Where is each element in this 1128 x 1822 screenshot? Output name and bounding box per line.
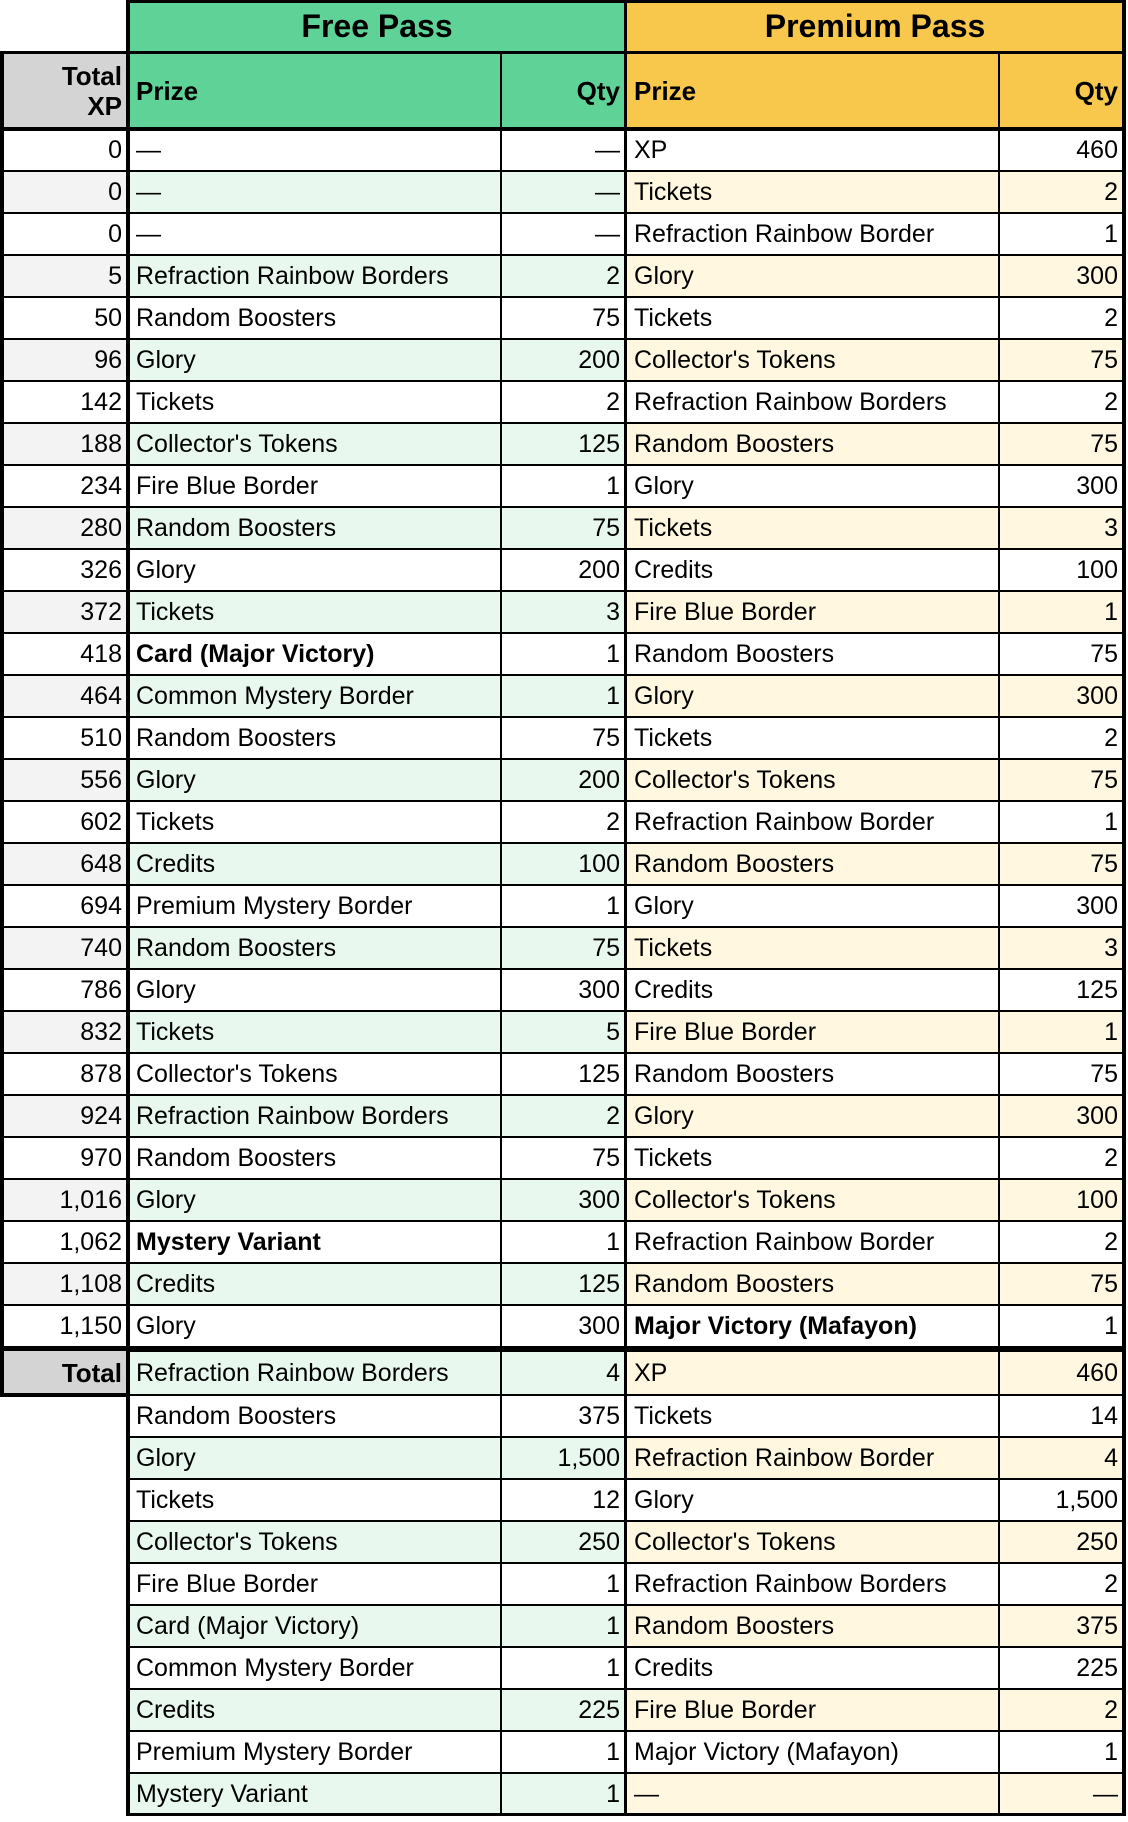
- total-free-qty-cell: 4: [501, 1351, 626, 1395]
- premium-qty-cell: 2: [999, 1137, 1124, 1179]
- xp-cell: 556: [0, 759, 128, 801]
- premium-prize-header: Prize: [626, 53, 999, 129]
- total-premium-prize-cell: Refraction Rainbow Border: [626, 1437, 999, 1479]
- free-qty-cell: 75: [501, 717, 626, 759]
- header-mid: [0, 51, 1124, 54]
- row-divider: [0, 1052, 1124, 1054]
- total-premium-prize-cell: Credits: [626, 1647, 999, 1689]
- xp-cell: 510: [0, 717, 128, 759]
- total-premium-qty-cell: 225: [999, 1647, 1124, 1689]
- free-prize-cell: Credits: [128, 1263, 501, 1305]
- row-divider: [0, 1010, 1124, 1012]
- total-free-qty-cell: 1: [501, 1563, 626, 1605]
- premium-prize-cell: Tickets: [626, 297, 999, 339]
- free-prize-cell: Fire Blue Border: [128, 465, 501, 507]
- xp-cell: 878: [0, 1053, 128, 1095]
- free-prize-cell: Mystery Variant: [128, 1221, 501, 1263]
- free-prize-cell: Tickets: [128, 381, 501, 423]
- total-premium-qty-cell: 460: [999, 1351, 1124, 1395]
- premium-qty-cell: 100: [999, 549, 1124, 591]
- free-prize-cell: Glory: [128, 339, 501, 381]
- total-free-qty-cell: 1,500: [501, 1437, 626, 1479]
- free-prize-cell: Glory: [128, 1179, 501, 1221]
- row-divider: [0, 632, 1124, 634]
- premium-prize-cell: Collector's Tokens: [626, 1179, 999, 1221]
- total-premium-qty-cell: 1,500: [999, 1479, 1124, 1521]
- row-divider: [0, 380, 1124, 382]
- total-free-prize-cell: Credits: [128, 1689, 501, 1731]
- premium-prize-cell: Glory: [626, 255, 999, 297]
- premium-prize-cell: Major Victory (Mafayon): [626, 1305, 999, 1347]
- free-qty-cell: —: [501, 129, 626, 171]
- xp-cell: 832: [0, 1011, 128, 1053]
- premium-qty-cell: 2: [999, 717, 1124, 759]
- premium-prize-cell: Refraction Rainbow Borders: [626, 381, 999, 423]
- free-qty-cell: 75: [501, 507, 626, 549]
- premium-qty-cell: 300: [999, 255, 1124, 297]
- xp-cell: 1,062: [0, 1221, 128, 1263]
- free-qty-cell: 1: [501, 633, 626, 675]
- premium-qty-cell: 300: [999, 885, 1124, 927]
- row-divider: [0, 590, 1124, 592]
- premium-qty-divider: [998, 53, 1000, 1816]
- premium-qty-cell: 300: [999, 675, 1124, 717]
- xp-cell: 234: [0, 465, 128, 507]
- xp-cell: 924: [0, 1095, 128, 1137]
- xp-cell: 96: [0, 339, 128, 381]
- total-premium-prize-cell: Major Victory (Mafayon): [626, 1731, 999, 1773]
- row-divider: [0, 212, 1124, 214]
- free-qty-cell: 100: [501, 843, 626, 885]
- total-free-qty-cell: 12: [501, 1479, 626, 1521]
- xp-cell: 280: [0, 507, 128, 549]
- total-free-prize-cell: Glory: [128, 1437, 501, 1479]
- premium-prize-cell: Random Boosters: [626, 1053, 999, 1095]
- row-divider: [0, 1136, 1124, 1138]
- free-prize-cell: —: [128, 213, 501, 255]
- free-prize-cell: Premium Mystery Border: [128, 885, 501, 927]
- premium-qty-cell: 460: [999, 129, 1124, 171]
- header-bottom: [0, 127, 1124, 131]
- premium-qty-cell: 300: [999, 465, 1124, 507]
- free-qty-cell: 3: [501, 591, 626, 633]
- premium-prize-cell: Fire Blue Border: [626, 591, 999, 633]
- free-prize-cell: Random Boosters: [128, 297, 501, 339]
- row-divider: [0, 1178, 1124, 1180]
- free-prize-header: Prize: [128, 53, 501, 129]
- total-free-qty-cell: 1: [501, 1773, 626, 1816]
- free-prize-cell: —: [128, 171, 501, 213]
- free-qty-cell: 125: [501, 423, 626, 465]
- free-qty-cell: 300: [501, 1305, 626, 1347]
- row-divider: [0, 1094, 1124, 1096]
- premium-prize-cell: Random Boosters: [626, 843, 999, 885]
- premium-qty-cell: 1: [999, 213, 1124, 255]
- xp-cell: 1,016: [0, 1179, 128, 1221]
- premium-prize-cell: Tickets: [626, 717, 999, 759]
- row-divider: [0, 716, 1124, 718]
- premium-qty-cell: 2: [999, 1221, 1124, 1263]
- pass-divider: [624, 0, 627, 1816]
- total-free-prize-cell: Premium Mystery Border: [128, 1731, 501, 1773]
- premium-prize-cell: Collector's Tokens: [626, 339, 999, 381]
- xp-cell: 0: [0, 213, 128, 255]
- premium-qty-cell: 1: [999, 801, 1124, 843]
- total-premium-qty-cell: 250: [999, 1521, 1124, 1563]
- free-qty-cell: 75: [501, 1137, 626, 1179]
- row-divider: [0, 422, 1124, 424]
- total-premium-prize-cell: Fire Blue Border: [626, 1689, 999, 1731]
- premium-prize-cell: Glory: [626, 465, 999, 507]
- premium-prize-cell: Fire Blue Border: [626, 1011, 999, 1053]
- premium-qty-cell: 2: [999, 171, 1124, 213]
- premium-prize-cell: Random Boosters: [626, 633, 999, 675]
- xp-cell: 464: [0, 675, 128, 717]
- row-divider: [0, 1262, 1124, 1264]
- free-qty-cell: 5: [501, 1011, 626, 1053]
- premium-qty-cell: 3: [999, 507, 1124, 549]
- premium-qty-cell: 1: [999, 1305, 1124, 1347]
- free-qty-header: Qty: [501, 53, 626, 129]
- total-free-qty-cell: 225: [501, 1689, 626, 1731]
- premium-qty-cell: 300: [999, 1095, 1124, 1137]
- premium-prize-cell: Glory: [626, 1095, 999, 1137]
- total-premium-qty-cell: 2: [999, 1563, 1124, 1605]
- free-prize-cell: Random Boosters: [128, 717, 501, 759]
- row-divider: [0, 296, 1124, 298]
- total-premium-qty-cell: 2: [999, 1689, 1124, 1731]
- total-free-prize-cell: Common Mystery Border: [128, 1647, 501, 1689]
- premium-prize-cell: Glory: [626, 675, 999, 717]
- premium-pass-title: Premium Pass: [626, 0, 1124, 53]
- xp-cell: 326: [0, 549, 128, 591]
- free-qty-cell: —: [501, 213, 626, 255]
- xp-cell: 418: [0, 633, 128, 675]
- total-premium-prize-cell: Refraction Rainbow Borders: [626, 1563, 999, 1605]
- free-prize-cell: Collector's Tokens: [128, 1053, 501, 1095]
- total-premium-qty-cell: 4: [999, 1437, 1124, 1479]
- free-prize-cell: —: [128, 129, 501, 171]
- total-free-qty-cell: 1: [501, 1605, 626, 1647]
- free-qty-cell: 2: [501, 255, 626, 297]
- free-pass-title: Free Pass: [128, 0, 626, 53]
- xp-cell: 50: [0, 297, 128, 339]
- free-prize-cell: Tickets: [128, 801, 501, 843]
- total-free-prize-cell: Card (Major Victory): [128, 1605, 501, 1647]
- total-xp-header: [0, 53, 128, 129]
- free-prize-cell: Common Mystery Border: [128, 675, 501, 717]
- xp-cell: 648: [0, 843, 128, 885]
- premium-prize-cell: XP: [626, 129, 999, 171]
- total-xp-header-line1: Total: [61, 61, 122, 91]
- premium-qty-cell: 1: [999, 1011, 1124, 1053]
- xp-cell: 740: [0, 927, 128, 969]
- premium-qty-cell: 75: [999, 843, 1124, 885]
- row-divider: [0, 464, 1124, 466]
- total-premium-prize-cell: Glory: [626, 1479, 999, 1521]
- free-prize-cell: Credits: [128, 843, 501, 885]
- free-qty-cell: —: [501, 171, 626, 213]
- row-divider: [0, 758, 1124, 760]
- free-qty-cell: 200: [501, 339, 626, 381]
- premium-qty-cell: 75: [999, 1263, 1124, 1305]
- free-qty-cell: 125: [501, 1053, 626, 1095]
- premium-qty-cell: 75: [999, 339, 1124, 381]
- premium-qty-cell: 2: [999, 381, 1124, 423]
- free-prize-cell: Random Boosters: [128, 927, 501, 969]
- free-qty-cell: 1: [501, 885, 626, 927]
- premium-qty-cell: 75: [999, 759, 1124, 801]
- total-premium-qty-cell: —: [999, 1773, 1124, 1816]
- premium-prize-cell: Random Boosters: [626, 423, 999, 465]
- right-border: [1122, 0, 1126, 1816]
- total-free-qty-cell: 375: [501, 1395, 626, 1437]
- total-premium-prize-cell: Random Boosters: [626, 1605, 999, 1647]
- row-divider: [0, 842, 1124, 844]
- free-prize-cell: Collector's Tokens: [128, 423, 501, 465]
- total-premium-prize-cell: —: [626, 1773, 999, 1816]
- xp-cell: 1,150: [0, 1305, 128, 1347]
- premium-qty-cell: 2: [999, 297, 1124, 339]
- total-premium-prize-cell: XP: [626, 1351, 999, 1395]
- free-qty-cell: 300: [501, 969, 626, 1011]
- row-divider: [0, 1220, 1124, 1222]
- total-free-prize-cell: Tickets: [128, 1479, 501, 1521]
- premium-prize-cell: Tickets: [626, 1137, 999, 1179]
- row-divider: [0, 170, 1124, 172]
- total-premium-qty-cell: 14: [999, 1395, 1124, 1437]
- free-qty-cell: 200: [501, 759, 626, 801]
- free-qty-cell: 1: [501, 675, 626, 717]
- free-qty-cell: 1: [501, 465, 626, 507]
- free-prize-cell: Tickets: [128, 591, 501, 633]
- free-qty-cell: 200: [501, 549, 626, 591]
- free-qty-cell: 75: [501, 297, 626, 339]
- xp-cell: 372: [0, 591, 128, 633]
- premium-prize-cell: Refraction Rainbow Border: [626, 213, 999, 255]
- premium-qty-cell: 100: [999, 1179, 1124, 1221]
- free-qty-cell: 2: [501, 1095, 626, 1137]
- free-qty-cell: 1: [501, 1221, 626, 1263]
- row-divider: [0, 506, 1124, 508]
- total-xp-header-line2: XP: [87, 91, 122, 121]
- total-premium-prize-cell: Tickets: [626, 1395, 999, 1437]
- xp-cell: 1,108: [0, 1263, 128, 1305]
- free-qty-divider: [500, 53, 502, 1816]
- total-free-qty-cell: 1: [501, 1647, 626, 1689]
- row-divider: [0, 800, 1124, 802]
- xp-cell: 142: [0, 381, 128, 423]
- total-free-prize-cell: Refraction Rainbow Borders: [128, 1351, 501, 1395]
- total-free-prize-cell: Fire Blue Border: [128, 1563, 501, 1605]
- total-premium-qty-cell: 1: [999, 1731, 1124, 1773]
- free-qty-cell: 2: [501, 381, 626, 423]
- premium-prize-cell: Credits: [626, 549, 999, 591]
- row-divider: [0, 548, 1124, 550]
- free-qty-cell: 75: [501, 927, 626, 969]
- total-free-prize-cell: Random Boosters: [128, 1395, 501, 1437]
- totals-separator: [0, 1347, 1124, 1351]
- free-prize-cell: Glory: [128, 969, 501, 1011]
- premium-prize-cell: Glory: [626, 885, 999, 927]
- premium-prize-cell: Collector's Tokens: [626, 759, 999, 801]
- free-prize-cell: Refraction Rainbow Borders: [128, 255, 501, 297]
- premium-prize-cell: Refraction Rainbow Border: [626, 801, 999, 843]
- xp-cell: 786: [0, 969, 128, 1011]
- free-qty-cell: 300: [501, 1179, 626, 1221]
- total-label-bottom: [0, 1393, 130, 1397]
- free-prize-cell: Tickets: [128, 1011, 501, 1053]
- premium-prize-cell: Tickets: [626, 507, 999, 549]
- xp-cell: 602: [0, 801, 128, 843]
- xp-cell: 188: [0, 423, 128, 465]
- free-qty-cell: 2: [501, 801, 626, 843]
- free-prize-cell: Card (Major Victory): [128, 633, 501, 675]
- premium-qty-cell: 3: [999, 927, 1124, 969]
- row-divider: [0, 1304, 1124, 1306]
- free-prize-cell: Random Boosters: [128, 1137, 501, 1179]
- premium-prize-cell: Refraction Rainbow Border: [626, 1221, 999, 1263]
- premium-prize-cell: Tickets: [626, 927, 999, 969]
- total-free-prize-cell: Collector's Tokens: [128, 1521, 501, 1563]
- row-divider: [0, 926, 1124, 928]
- total-free-qty-cell: 1: [501, 1731, 626, 1773]
- total-free-qty-cell: 250: [501, 1521, 626, 1563]
- xp-left-border: [0, 51, 4, 1397]
- xp-cell: 694: [0, 885, 128, 927]
- free-prize-cell: Random Boosters: [128, 507, 501, 549]
- premium-prize-cell: Random Boosters: [626, 1263, 999, 1305]
- free-prize-cell: Glory: [128, 759, 501, 801]
- total-label: Total: [0, 1351, 128, 1395]
- premium-prize-cell: Tickets: [626, 171, 999, 213]
- free-prize-cell: Glory: [128, 1305, 501, 1347]
- row-divider: [0, 254, 1124, 256]
- xp-cell: 0: [0, 171, 128, 213]
- xp-cell: 970: [0, 1137, 128, 1179]
- free-prize-cell: Glory: [128, 549, 501, 591]
- premium-qty-cell: 75: [999, 633, 1124, 675]
- total-free-prize-cell: Mystery Variant: [128, 1773, 501, 1816]
- premium-qty-cell: 125: [999, 969, 1124, 1011]
- premium-qty-cell: 1: [999, 591, 1124, 633]
- xp-cell: 0: [0, 129, 128, 171]
- row-divider: [0, 884, 1124, 886]
- free-prize-cell: Refraction Rainbow Borders: [128, 1095, 501, 1137]
- xp-right-border: [126, 0, 130, 1816]
- premium-qty-header: Qty: [999, 53, 1124, 129]
- xp-cell: 5: [0, 255, 128, 297]
- row-divider: [0, 338, 1124, 340]
- premium-prize-cell: Credits: [626, 969, 999, 1011]
- total-premium-prize-cell: Collector's Tokens: [626, 1521, 999, 1563]
- premium-qty-cell: 75: [999, 423, 1124, 465]
- row-divider: [0, 968, 1124, 970]
- free-qty-cell: 125: [501, 1263, 626, 1305]
- total-premium-qty-cell: 375: [999, 1605, 1124, 1647]
- premium-qty-cell: 75: [999, 1053, 1124, 1095]
- row-divider: [0, 674, 1124, 676]
